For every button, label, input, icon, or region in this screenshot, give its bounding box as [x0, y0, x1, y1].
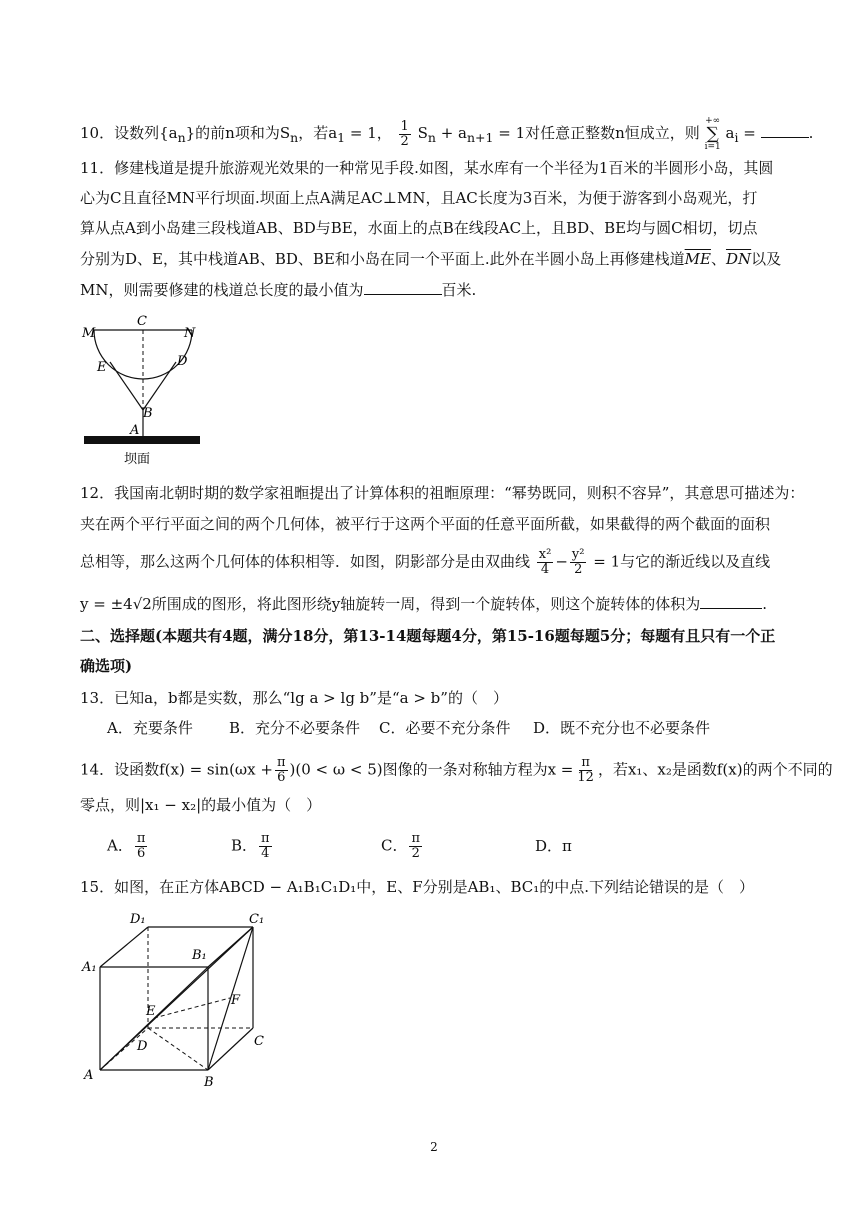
question-14-line-2: 零点，则|x₁ − x₂|的最小值为（ ） [80, 796, 322, 814]
question-12-line-3: 总相等，那么这两个几何体的体积相等．如图，阴影部分是由双曲线 $\frac{\text{x²}}{4}$ − $\frac{\text{y²}}{2}$ = 1与它的渐近线以及直线 [80, 547, 771, 577]
option-14-D[interactable]: D．π [535, 836, 572, 855]
fraction-half: $\frac{1}{2}$ [400, 118, 409, 149]
label-E: E [146, 1004, 156, 1019]
question-12-line-4: y = ±4√2所围成的图形，将此图形绕y轴旋转一周，得到一个旋转体，则这个旋转体的体积为 . [80, 595, 768, 613]
section-2-heading-line-1: 二、选择题(本题共有4题，满分18分，第13-14题每题4分，第15-16题每题5分；每题有且只有一个正 [80, 627, 776, 645]
label-D: D [137, 1039, 148, 1054]
label-C: C [254, 1034, 264, 1049]
page-number: 2 [430, 1140, 438, 1154]
label-M: M [82, 326, 96, 341]
question-12-line-2: 夹在两个平行平面之间的两个几何体，被平行于这两个平面的任意平面所截，如果截得的两个截面的面积 [80, 515, 771, 533]
answer-blank-12[interactable] [700, 608, 762, 609]
option-13-A[interactable]: A．充要条件 [107, 719, 193, 737]
answer-blank-10[interactable] [761, 137, 809, 138]
option-14-B[interactable]: B． $\frac{\pi}{4}$ [231, 831, 270, 861]
fraction-pi-12: $\frac{\pi}{12}$ [577, 755, 594, 785]
option-13-B[interactable]: B．充分不必要条件 [229, 719, 361, 737]
question-11-line-5: MN，则需要修建的栈道总长度的最小值为 百米. [80, 281, 477, 299]
label-F: F [231, 993, 241, 1008]
arc-DN: $\overline{DN}$ [725, 250, 752, 268]
question-15-stem: 15．如图，在正方体ABCD − A₁B₁C₁D₁中，E、F分别是AB₁、BC₁的中点.下列结论错误的是（ ） [80, 878, 755, 896]
cube-figure [78, 905, 278, 1095]
arc-ME: $\overline{ME}$ [684, 250, 711, 268]
sum-symbol: +∞ ∑ i=1 [704, 116, 721, 152]
label-D: D [177, 354, 188, 369]
fraction-x2-4: $\frac{\text{x²}}{4}$ [538, 547, 552, 577]
option-13-D[interactable]: D．既不充分也不必要条件 [533, 719, 711, 737]
question-11-line-2: 心为C且直径MN平行坝面.坝面上点A满足AC⊥MN，且AC长度为3百米，为便于游客到小岛观光，打 [80, 189, 758, 207]
question-11-line-4: 分别为D、E，其中栈道AB、BD、BE和小岛在同一个平面上.此外在半圆小岛上再修建栈道$\overline{ME}$、$\overline{DN}$以及 [80, 250, 782, 268]
label-A: A [84, 1068, 94, 1083]
label-D1: D₁ [130, 912, 146, 927]
fraction-y2-2: $\frac{\text{y²}}{2}$ [571, 547, 585, 577]
label-A1: A₁ [82, 960, 97, 975]
question-14-options [107, 832, 572, 861]
option-13-C[interactable]: C．必要不充分条件 [379, 719, 511, 737]
label-C1: C₁ [249, 912, 265, 927]
label-B: B [143, 406, 153, 421]
label-B1: B₁ [192, 948, 207, 963]
question-13-options [107, 718, 710, 738]
label-N: N [184, 326, 196, 341]
option-14-C[interactable]: C． $\frac{\pi}{2}$ [381, 831, 421, 861]
option-14-A[interactable]: A． $\frac{\pi}{6}$ [107, 831, 146, 861]
label-dam: 坝面 [124, 452, 151, 467]
section-2-heading-line-2: 确选项) [80, 657, 133, 675]
question-11-line-1: 11．修建栈道是提升旅游观光效果的一种常见手段.如图，某水库有一个半径为1百米的半圆形小岛，其圆 [80, 159, 774, 177]
question-14-stem: 14．设函数f(x) = sin(ωx + $\frac{\pi}{6}$ )(0 < ω < 5)图像的一条对称轴方程为x = $\frac{\pi}{12}$ ，若x₁、x₂是函数f(x)的两个不同的 [80, 755, 833, 785]
question-12-line-1: 12．我国南北朝时期的数学家祖暅提出了计算体积的祖暅原理：“幂势既同，则积不容异”，其意思可描述为： [80, 484, 805, 502]
answer-blank-11[interactable] [364, 294, 442, 295]
question-11-line-3: 算从点A到小岛建三段栈道AB、BD与BE，水面上的点B在线段AC上，且BD、BE均与圆C相切，切点 [80, 219, 758, 237]
label-B: B [204, 1075, 214, 1090]
island-figure [78, 310, 208, 470]
label-C: C [137, 314, 147, 329]
question-10: 10．设数列$\{a_n\}$的前n项和为$S_n$，若$a_1 = 1$， $\frac{1}{2}$ $S_n + a_{n+1} = 1$对任意正整数n恒成立，则 +∞ ∑ i=1 $a_i$ = . [80, 116, 814, 152]
label-E: E [97, 360, 107, 375]
label-A: A [130, 423, 140, 438]
question-13-stem: 13．已知a，b都是实数，那么“lg a > lg b”是“a > b”的（ ） [80, 689, 508, 707]
fraction-pi-6: $\frac{\pi}{6}$ [276, 755, 286, 785]
